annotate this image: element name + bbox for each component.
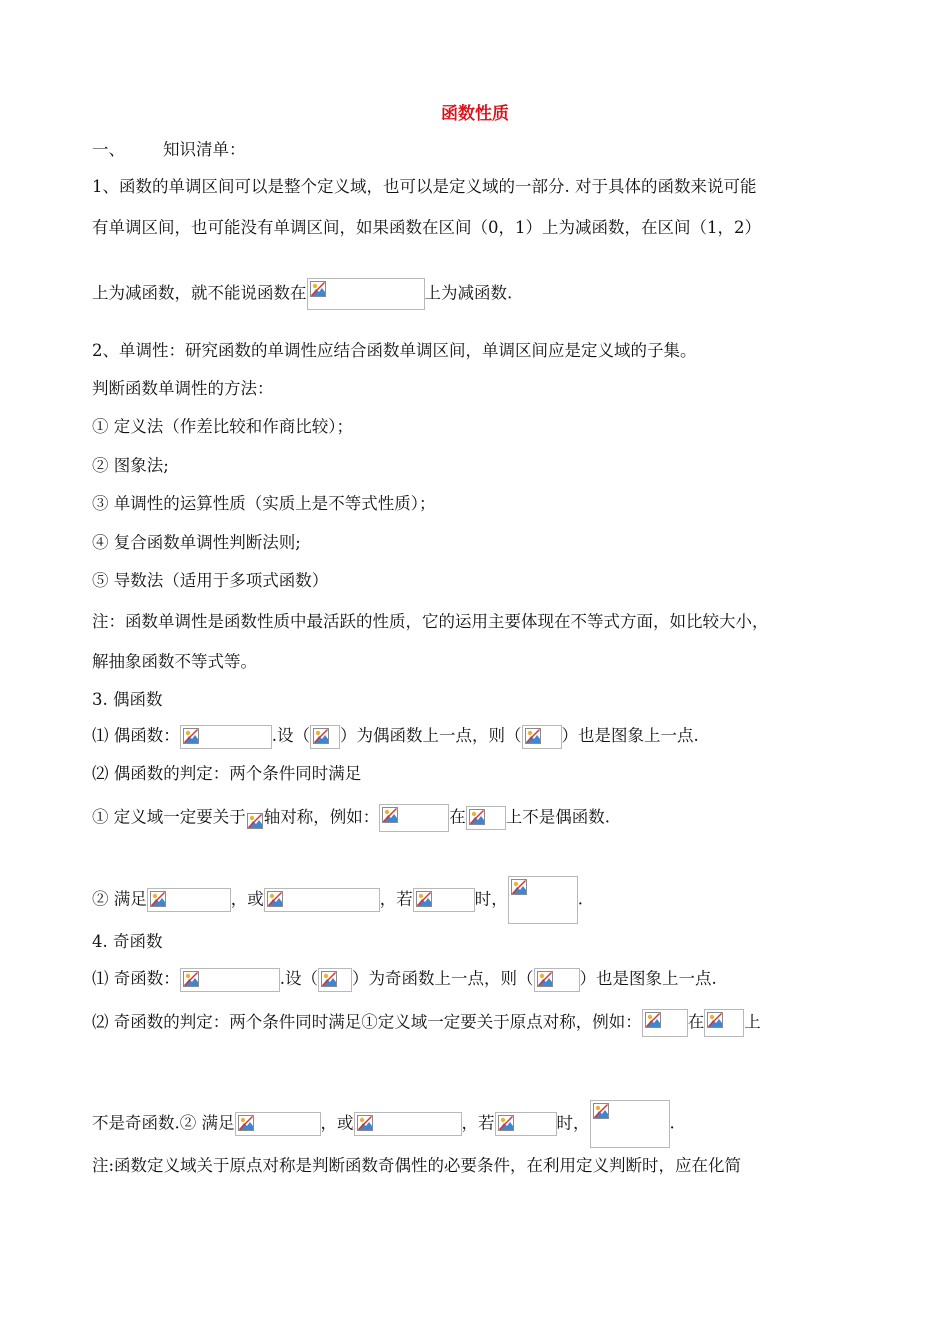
list-item: ③ 单调性的运算性质（实质上是不等式性质）； (92, 494, 436, 513)
section-label: 知识清单： (163, 140, 246, 159)
formula-image (147, 888, 231, 912)
list-item: ⑤ 导数法（适用于多项式函数） (92, 571, 329, 590)
note-line: 注：函数单调性是函数性质中最活跃的性质，它的运用主要体现在不等式方面，如比较大小， (92, 612, 769, 631)
text-fragment: ，若 (379, 889, 413, 909)
broken-image-icon (525, 728, 541, 744)
formula-image (590, 1100, 670, 1148)
broken-image-icon (310, 281, 326, 297)
broken-image-icon (247, 813, 263, 829)
broken-image-icon (183, 728, 199, 744)
formula-image (413, 888, 475, 912)
formula-image (307, 278, 425, 310)
formula-image (704, 1009, 744, 1037)
broken-image-icon (416, 891, 432, 907)
paragraph-line: 2、单调性：研究函数的单调性应结合函数单调区间，单调区间应是定义域的子集。 (92, 341, 697, 360)
text-fragment: . (577, 889, 583, 909)
broken-image-icon (537, 971, 553, 987)
formula-image (495, 1112, 557, 1136)
formula-image (318, 968, 352, 992)
paragraph-line: 判断函数单调性的方法： (92, 379, 274, 398)
broken-image-icon (267, 891, 283, 907)
text-fragment: ② 满足 (92, 889, 147, 909)
list-item: ① 定义法（作差比较和作商比较）； (92, 417, 353, 436)
definition-line (92, 724, 699, 749)
broken-image-icon (593, 1103, 609, 1119)
text-fragment: 在 (449, 807, 466, 827)
broken-image-icon (150, 891, 166, 907)
text-fragment: 时， (474, 889, 508, 909)
text-fragment: 上 (744, 1012, 761, 1032)
text-fragment: ① 定义域一定要关于 (92, 807, 246, 827)
paragraph-line: ⑵ 偶函数的判定：两个条件同时满足 (92, 764, 362, 783)
formula-image (354, 1112, 462, 1136)
text-fragment: 在 (687, 1012, 705, 1032)
formula-image (310, 725, 340, 749)
text-fragment: ）为奇函数上一点，则（ (352, 969, 534, 988)
section-heading: 4. 奇函数 (92, 932, 163, 951)
condition-line (92, 804, 610, 832)
section-heading: 3. 偶函数 (92, 690, 163, 709)
text-fragment: ⑴ 奇函数： (92, 969, 180, 988)
text-fragment: .设（ (279, 969, 318, 988)
text-fragment: ，或 (320, 1113, 354, 1133)
broken-image-icon (511, 879, 527, 895)
text-fragment: 时， (556, 1113, 590, 1133)
formula-image (642, 1009, 688, 1037)
definition-line (92, 967, 717, 992)
formula-image (534, 968, 580, 992)
section-heading (92, 138, 246, 162)
formula-image (246, 807, 264, 829)
broken-image-icon (357, 1115, 373, 1131)
formula-image (466, 806, 506, 830)
paragraph-line (92, 278, 512, 310)
text-fragment: ）也是图象上一点. (579, 969, 717, 988)
paragraph-line: 1、函数的单调区间可以是整个定义域，也可以是定义域的一部分. 对于具体的函数来说可能 (92, 177, 757, 196)
text-fragment: ）为偶函数上一点，则（ (340, 726, 522, 745)
section-number: 一、 (92, 140, 125, 159)
text-fragment: 上不是偶函数. (505, 807, 610, 827)
broken-image-icon (707, 1012, 723, 1028)
note-line: 注:函数定义域关于原点对称是判断函数奇偶性的必要条件，在利用定义判断时，应在化简 (92, 1156, 742, 1175)
formula-image (522, 725, 562, 749)
text-fragment: ，若 (461, 1113, 495, 1133)
text-fragment: ⑵ 奇函数的判定：两个条件同时满足①定义域一定要关于原点对称，例如： (92, 1012, 642, 1032)
formula-image (180, 725, 272, 749)
formula-image (180, 968, 280, 992)
formula-image (508, 876, 578, 924)
broken-image-icon (238, 1115, 254, 1131)
text-fragment: .设（ (271, 726, 310, 745)
page-title: 函数性质 (441, 104, 509, 124)
text-fragment: ⑴ 偶函数： (92, 726, 180, 745)
formula-image (264, 888, 380, 912)
broken-image-icon (183, 971, 199, 987)
condition-line (92, 876, 583, 924)
paragraph-line: 有单调区间，也可能没有单调区间，如果函数在区间（0，1）上为减函数，在区间（1，2） (92, 218, 761, 237)
broken-image-icon (498, 1115, 514, 1131)
formula-image (379, 804, 449, 832)
text-fragment: . (669, 1113, 675, 1133)
formula-image (235, 1112, 321, 1136)
text-fragment: 轴对称，例如： (263, 807, 380, 827)
text-fragment: ，或 (230, 889, 264, 909)
list-item: ② 图象法; (92, 456, 169, 475)
note-line: 解抽象函数不等式等。 (92, 652, 257, 671)
condition-line (92, 1100, 675, 1148)
text-fragment: 上为减函数，就不能说函数在 (92, 283, 307, 303)
text-fragment: 上为减函数. (424, 283, 513, 303)
broken-image-icon (645, 1012, 661, 1028)
broken-image-icon (469, 809, 485, 825)
list-item: ④ 复合函数单调性判断法则; (92, 533, 301, 552)
paragraph-line (92, 1009, 761, 1037)
broken-image-icon (321, 971, 337, 987)
text-fragment: ）也是图象上一点. (561, 726, 699, 745)
text-fragment: 不是奇函数.② 满足 (92, 1113, 235, 1133)
broken-image-icon (313, 728, 329, 744)
broken-image-icon (382, 807, 398, 823)
